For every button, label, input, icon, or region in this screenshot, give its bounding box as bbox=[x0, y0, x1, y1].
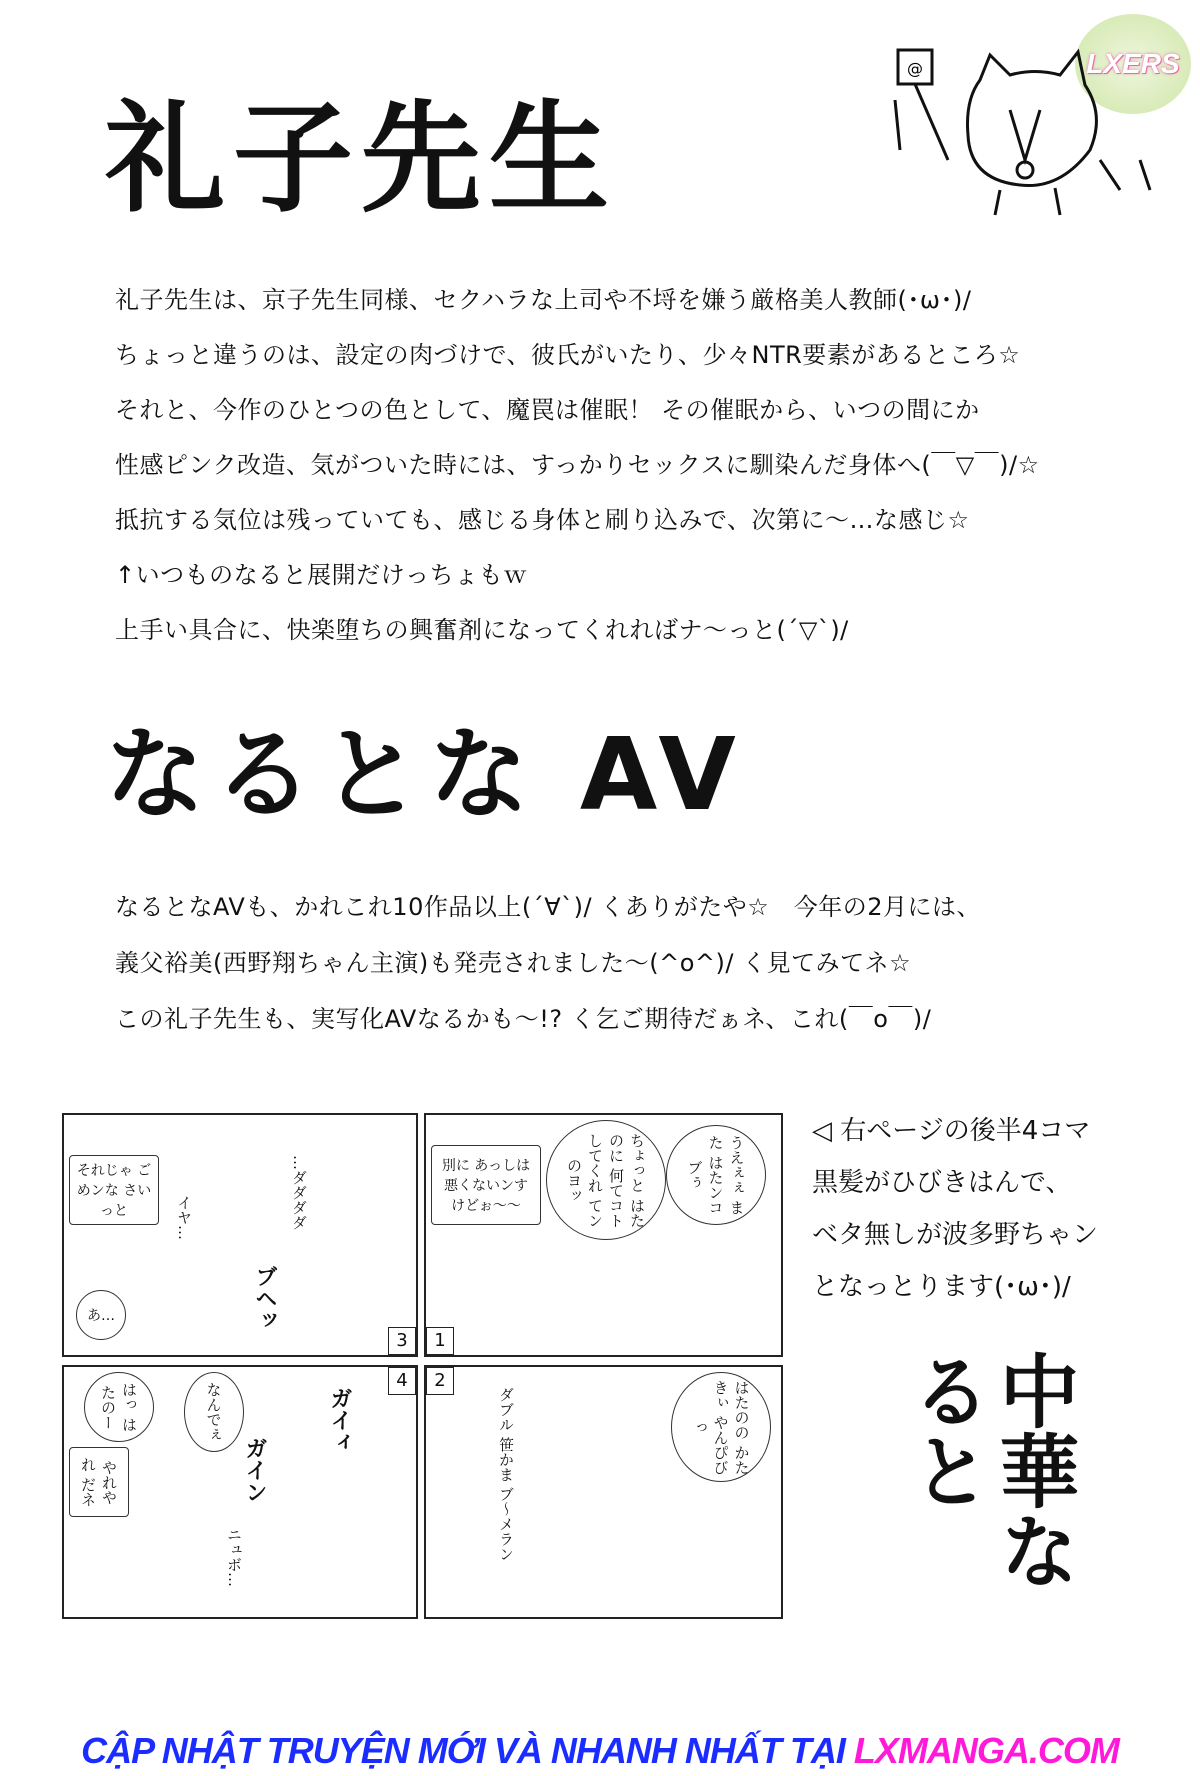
comic-panel-2 bbox=[424, 1365, 783, 1619]
speech-text: ブヘッ bbox=[252, 1265, 277, 1331]
panel-number: 3 bbox=[388, 1327, 416, 1355]
paragraph-line: 上手い具合に、快楽堕ちの興奮剤になってくれればナ〜っと(´▽`)/ bbox=[115, 616, 849, 644]
panel-number: 2 bbox=[426, 1367, 454, 1395]
section-title-reiko-sensei: 礼子先生 bbox=[105, 90, 617, 229]
section-title-naruto-av: なるとな AV bbox=[105, 716, 744, 833]
speech-text: ニュボ… bbox=[225, 1527, 243, 1587]
speech-text: ガイン bbox=[242, 1437, 267, 1503]
paragraph-line: 礼子先生は、京子先生同様、セクハラな上司や不埒を嫌う厳格美人教師(･ω･)/ bbox=[115, 286, 972, 314]
speech-text: ちょっと はたのに 何てコト してくれ てンのヨッ bbox=[546, 1120, 666, 1240]
paragraph-line: 性感ピンク改造、気がついた時には、すっかりセックスに馴染んだ身体へ(￣▽￣)/☆ bbox=[115, 451, 1040, 479]
speech-text: あ… bbox=[76, 1290, 126, 1340]
side-note bbox=[812, 1105, 1098, 1313]
side-note-line: ベタ無しが波多野ちゃン bbox=[812, 1220, 1099, 1250]
paragraph-line: ちょっと違うのは、設定の肉づけで、彼氏がいたり、少々NTR要素があるところ☆ bbox=[115, 341, 1021, 369]
side-note-line: ◁ 右ページの後半4コマ bbox=[812, 1116, 1091, 1146]
comic-panel-1 bbox=[424, 1113, 783, 1357]
paragraph-line: 抵抗する気位は残っていても、感じる身体と刷り込みで、次第に〜…な感じ☆ bbox=[115, 506, 970, 534]
speech-text: ダブル 笹かま ブ〜メラン bbox=[497, 1387, 515, 1562]
speech-text: やれやれ だネ bbox=[69, 1447, 129, 1517]
comic-strip bbox=[62, 1113, 782, 1618]
speech-text: 別に あっしは 悪くないンす けどぉ〜〜 bbox=[431, 1145, 541, 1225]
cat-holding-sign-icon bbox=[860, 40, 1170, 220]
section2-paragraph bbox=[115, 892, 981, 1060]
paragraph-line: それと、今作のひとつの色として、魔罠は催眠！ その催眠から、いつの間にか bbox=[115, 396, 980, 424]
site-logo-text: LXERS bbox=[1086, 48, 1180, 79]
speech-text: なんでぇ bbox=[184, 1372, 244, 1452]
banner-site-link[interactable]: LXMANGA.COM bbox=[853, 1730, 1119, 1771]
paragraph-line: なるとなAVも、かれこれ10作品以上(´∀`)/ くありがたや☆ 今年の2月には、 bbox=[115, 893, 981, 921]
speech-text: はたのの かたきぃ やんぴびっ bbox=[671, 1372, 771, 1482]
doodle-sign-text: @ bbox=[907, 59, 923, 78]
speech-text: ガイィ bbox=[327, 1387, 352, 1453]
side-note-line: となっとります(･ω･)/ bbox=[812, 1272, 1071, 1302]
cat-doodle-illustration bbox=[860, 40, 1170, 220]
panel-number: 1 bbox=[426, 1327, 454, 1355]
speech-text: はっ はたのー bbox=[84, 1372, 154, 1442]
panel-number: 4 bbox=[388, 1367, 416, 1395]
paragraph-line: 義父裕美(西野翔ちゃん主演)も発売されました〜(^o^)/ く見てみてネ☆ bbox=[115, 949, 912, 977]
side-note-line: 黒髪がひびきはんで、 bbox=[812, 1168, 1072, 1198]
speech-text: うえぇぇ また はたンコブぅ bbox=[666, 1125, 766, 1225]
comic-panel-3 bbox=[62, 1113, 418, 1357]
banner-text: CẬP NHẬT TRUYỆN MỚI VÀ NHANH NHẤT TẠI bbox=[81, 1730, 854, 1771]
speech-text: それじゃ ごめンな さいっと bbox=[69, 1155, 159, 1225]
section1-paragraph bbox=[115, 285, 1040, 670]
speech-text: イヤ… bbox=[175, 1195, 193, 1240]
site-banner[interactable] bbox=[0, 1730, 1200, 1772]
comic-panel-4 bbox=[62, 1365, 418, 1619]
speech-text: …ダダダダ bbox=[290, 1155, 308, 1230]
author-signature: 中華なると bbox=[898, 1350, 1079, 1590]
paragraph-line: この礼子先生も、実写化AVなるかも〜!? く乞ご期待だぁネ、これ(￣o￣)/ bbox=[115, 1005, 932, 1033]
paragraph-line: ↑いつものなると展開だけっちょもｗ bbox=[115, 561, 528, 589]
